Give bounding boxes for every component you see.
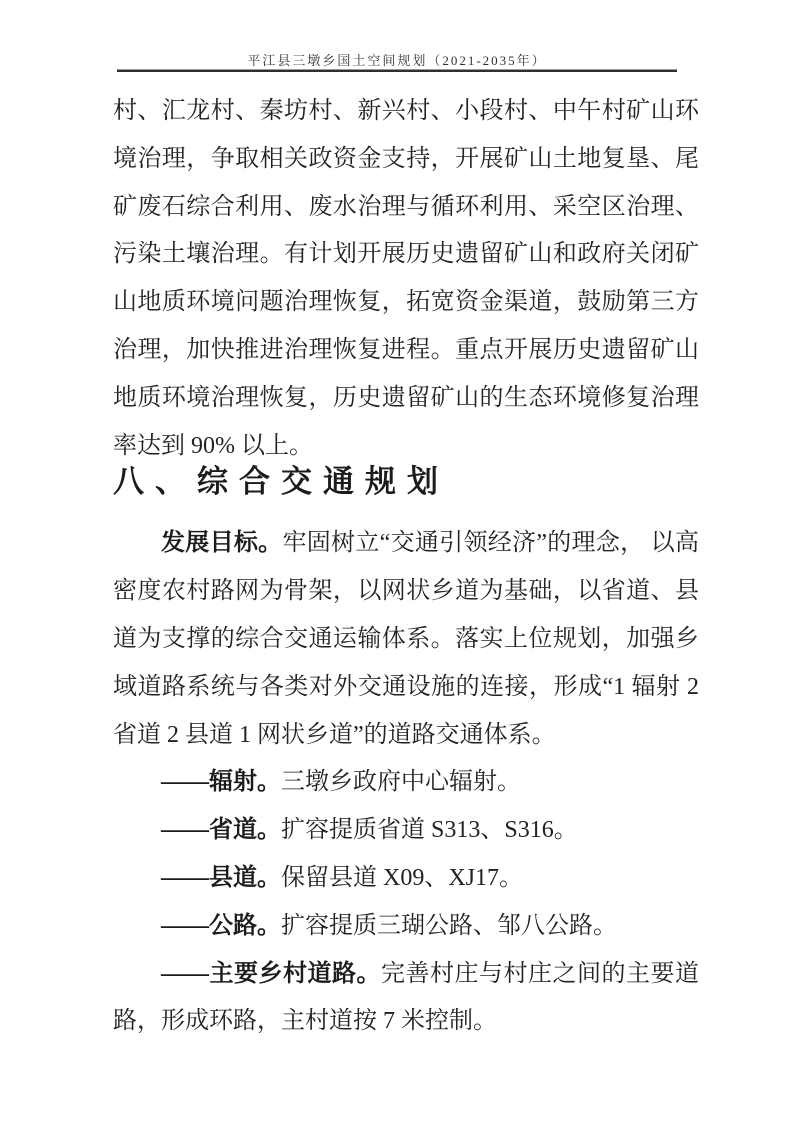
paragraph-text-development-goal: 牢固树立“交通引领经济”的理念， 以高密度农村路网为骨架，以网状乡道为基础，以省道、县道为支撑的综合交通运输体系。落实上位规划，加强乡域道路系统与各类对外交通设施的连接，形成“1 辐射 2 省道 2 县道 1 网状乡道”的道路交通体系。 — [113, 530, 700, 748]
dash-bullet-county-road — [113, 855, 699, 903]
bullet-text-main-village-roads: 完善村庄与村庄之间的主要道路，形成环路，主村道按 7 米控制。 — [113, 960, 699, 1035]
section-heading-transport-plan: 八、综合交通规划 — [113, 464, 449, 500]
paragraph-lead-development-goal: 发展目标。 — [161, 530, 283, 557]
dash-bullet-radiation — [113, 759, 699, 807]
bullet-lead-radiation: ——辐射。 — [161, 769, 281, 796]
document-body — [113, 88, 699, 1046]
paragraph-mine-restoration: 村、汇龙村、秦坊村、新兴村、小段村、中午村矿山环境治理，争取相关政资金支持，开展矿山土地复垦、尾矿废石综合利用、废水治理与循环利用、采空区治理、污染土壤治理。有计划开展历史遗留矿山和政府关闭矿山地质环境问题治理恢复，拓宽资金渠道，鼓励第三方治理，加快推进治理恢复进程。重点开展历史遗留矿山地质环境治理恢复，历史遗留矿山的生态环境修复治理率达到 90% 以上。 — [113, 98, 699, 459]
bullet-lead-provincial-road: ——省道。 — [161, 817, 281, 844]
bullet-lead-highway: ——公路。 — [161, 912, 281, 939]
bullet-text-provincial-road: 扩容提质省道 S313、S316。 — [281, 817, 578, 844]
dash-bullet-provincial-road — [113, 807, 699, 855]
header-divider-rule — [117, 69, 677, 72]
bullet-text-highway: 扩容提质三瑚公路、邹八公路。 — [281, 912, 617, 939]
bullet-text-radiation: 三墩乡政府中心辐射。 — [281, 769, 521, 796]
bullet-text-county-road: 保留县道 X09、XJ17。 — [281, 864, 524, 891]
bullet-lead-main-village-roads: ——主要乡村道路。 — [161, 960, 381, 987]
bullet-lead-county-road: ——县道。 — [161, 864, 281, 891]
dash-bullet-main-village-roads — [113, 951, 699, 1047]
dash-bullet-highway — [113, 903, 699, 951]
page-header-title: 平江县三墩乡国土空间规划（2021-2035年） — [247, 53, 547, 68]
paragraph-development-goal — [113, 520, 699, 759]
